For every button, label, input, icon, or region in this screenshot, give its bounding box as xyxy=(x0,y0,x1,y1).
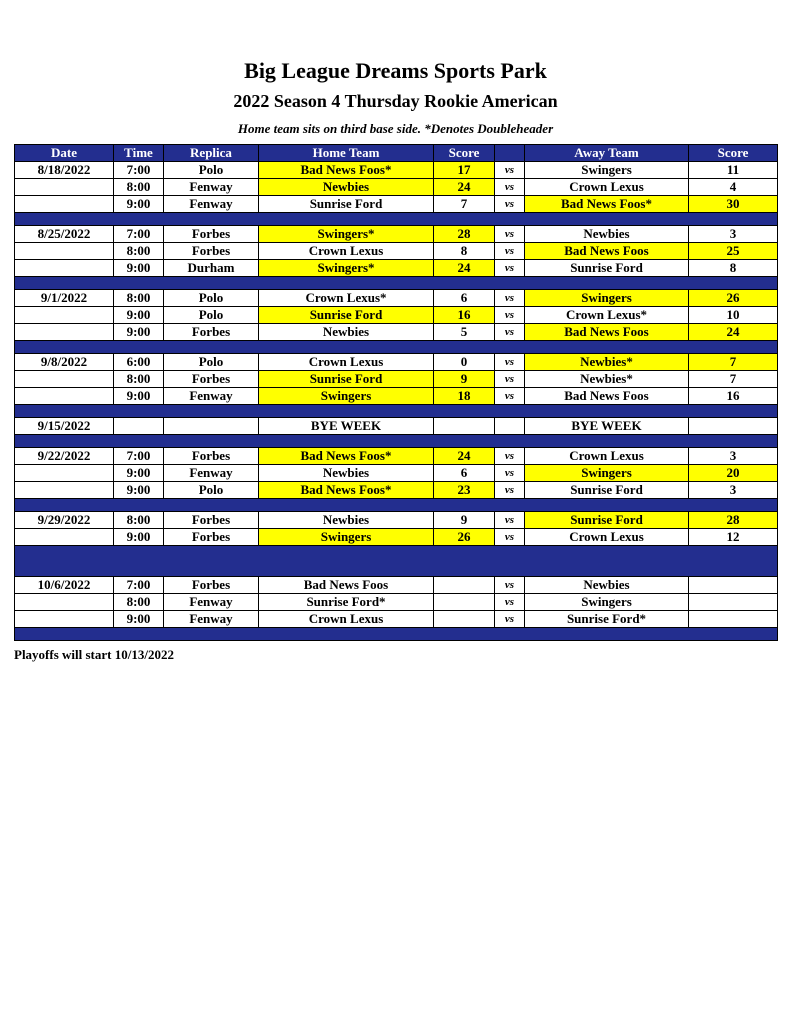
replica-cell xyxy=(164,418,259,435)
away-score-cell: 11 xyxy=(689,162,778,179)
away-score-cell: 20 xyxy=(689,465,778,482)
home-team-cell: Crown Lexus xyxy=(259,354,434,371)
date-cell: 8/18/2022 xyxy=(15,162,114,179)
separator-row xyxy=(15,628,778,641)
separator-row xyxy=(15,405,778,418)
away-team-cell: Newbies xyxy=(525,577,689,594)
date-cell xyxy=(15,196,114,213)
away-team-cell: Bad News Foos xyxy=(525,324,689,341)
replica-cell: Fenway xyxy=(164,465,259,482)
replica-cell: Fenway xyxy=(164,594,259,611)
game-row xyxy=(15,448,778,465)
home-team-cell: Crown Lexus xyxy=(259,243,434,260)
game-row xyxy=(15,611,778,628)
away-score-cell: 8 xyxy=(689,260,778,277)
home-team-cell: Sunrise Ford* xyxy=(259,594,434,611)
separator-bar xyxy=(15,405,778,418)
column-header-home-team: Home Team xyxy=(259,145,434,162)
date-cell xyxy=(15,243,114,260)
away-score-cell: 25 xyxy=(689,243,778,260)
game-row xyxy=(15,512,778,529)
separator-bar xyxy=(15,341,778,354)
replica-cell: Forbes xyxy=(164,226,259,243)
replica-cell: Fenway xyxy=(164,179,259,196)
vs-cell: vs xyxy=(495,594,525,611)
vs-cell: vs xyxy=(495,307,525,324)
time-cell: 9:00 xyxy=(114,465,164,482)
separator-bar xyxy=(15,628,778,641)
vs-cell: vs xyxy=(495,324,525,341)
replica-cell: Fenway xyxy=(164,611,259,628)
home-team-cell: Swingers* xyxy=(259,226,434,243)
away-team-cell: Crown Lexus xyxy=(525,529,689,546)
away-score-cell: 4 xyxy=(689,179,778,196)
home-score-cell: 6 xyxy=(434,465,495,482)
vs-cell: vs xyxy=(495,577,525,594)
replica-cell: Forbes xyxy=(164,371,259,388)
game-row xyxy=(15,324,778,341)
away-team-cell: Swingers xyxy=(525,290,689,307)
home-score-cell: 6 xyxy=(434,290,495,307)
game-row xyxy=(15,354,778,371)
replica-cell: Fenway xyxy=(164,388,259,405)
vs-cell: vs xyxy=(495,371,525,388)
time-cell: 7:00 xyxy=(114,577,164,594)
separator-bar xyxy=(15,546,778,577)
home-score-cell: 5 xyxy=(434,324,495,341)
away-team-cell: Sunrise Ford* xyxy=(525,611,689,628)
away-team-cell: Newbies* xyxy=(525,354,689,371)
time-cell: 9:00 xyxy=(114,260,164,277)
game-row xyxy=(15,418,778,435)
replica-cell: Forbes xyxy=(164,529,259,546)
separator-bar xyxy=(15,213,778,226)
date-cell: 9/8/2022 xyxy=(15,354,114,371)
home-score-cell: 26 xyxy=(434,529,495,546)
game-row xyxy=(15,482,778,499)
game-row xyxy=(15,260,778,277)
away-team-cell: Bad News Foos xyxy=(525,243,689,260)
column-header-date: Date xyxy=(15,145,114,162)
away-score-cell: 28 xyxy=(689,512,778,529)
separator-bar xyxy=(15,277,778,290)
home-team-cell: Crown Lexus* xyxy=(259,290,434,307)
away-team-cell: Swingers xyxy=(525,465,689,482)
home-score-cell: 24 xyxy=(434,260,495,277)
home-team-cell: Newbies xyxy=(259,179,434,196)
date-cell: 8/25/2022 xyxy=(15,226,114,243)
away-score-cell: 7 xyxy=(689,371,778,388)
column-header-away-team: Away Team xyxy=(525,145,689,162)
home-team-cell: Swingers* xyxy=(259,260,434,277)
date-cell xyxy=(15,611,114,628)
vs-cell: vs xyxy=(495,226,525,243)
home-team-cell: Sunrise Ford xyxy=(259,307,434,324)
away-team-cell: Newbies xyxy=(525,226,689,243)
home-score-cell: 17 xyxy=(434,162,495,179)
away-score-cell: 26 xyxy=(689,290,778,307)
date-cell xyxy=(15,465,114,482)
date-cell xyxy=(15,482,114,499)
date-cell xyxy=(15,260,114,277)
away-score-cell: 10 xyxy=(689,307,778,324)
column-header-time: Time xyxy=(114,145,164,162)
time-cell xyxy=(114,418,164,435)
time-cell: 9:00 xyxy=(114,324,164,341)
page-subtitle: 2022 Season 4 Thursday Rookie American xyxy=(233,91,558,111)
replica-cell: Polo xyxy=(164,354,259,371)
home-score-cell xyxy=(434,418,495,435)
playoffs-note: Playoffs will start 10/13/2022 xyxy=(14,647,174,662)
time-cell: 8:00 xyxy=(114,594,164,611)
time-cell: 8:00 xyxy=(114,371,164,388)
time-cell: 9:00 xyxy=(114,307,164,324)
away-team-cell: Swingers xyxy=(525,594,689,611)
time-cell: 6:00 xyxy=(114,354,164,371)
home-score-cell: 7 xyxy=(434,196,495,213)
column-header-home-score: Score xyxy=(434,145,495,162)
replica-cell: Forbes xyxy=(164,243,259,260)
separator-row xyxy=(15,277,778,290)
date-cell: 10/6/2022 xyxy=(15,577,114,594)
game-row xyxy=(15,371,778,388)
away-score-cell: 3 xyxy=(689,226,778,243)
home-team-cell: Newbies xyxy=(259,324,434,341)
game-row xyxy=(15,465,778,482)
schedule-note: Home team sits on third base side. *Denotes Doubleheader xyxy=(237,121,554,136)
home-score-cell xyxy=(434,594,495,611)
away-score-cell: 3 xyxy=(689,448,778,465)
home-team-cell: Bad News Foos* xyxy=(259,162,434,179)
away-score-cell: 3 xyxy=(689,482,778,499)
vs-cell: vs xyxy=(495,448,525,465)
vs-cell: vs xyxy=(495,243,525,260)
column-header-replica: Replica xyxy=(164,145,259,162)
replica-cell: Polo xyxy=(164,290,259,307)
away-team-cell: Bad News Foos* xyxy=(525,196,689,213)
game-row xyxy=(15,179,778,196)
home-score-cell: 0 xyxy=(434,354,495,371)
game-row xyxy=(15,577,778,594)
home-team-cell: Sunrise Ford xyxy=(259,371,434,388)
replica-cell: Forbes xyxy=(164,512,259,529)
game-row xyxy=(15,162,778,179)
home-score-cell: 23 xyxy=(434,482,495,499)
away-score-cell: 30 xyxy=(689,196,778,213)
replica-cell: Fenway xyxy=(164,196,259,213)
vs-cell xyxy=(495,418,525,435)
time-cell: 8:00 xyxy=(114,290,164,307)
date-cell: 9/15/2022 xyxy=(15,418,114,435)
date-cell xyxy=(15,529,114,546)
vs-cell: vs xyxy=(495,465,525,482)
vs-cell: vs xyxy=(495,512,525,529)
vs-cell: vs xyxy=(495,290,525,307)
home-score-cell: 28 xyxy=(434,226,495,243)
home-score-cell: 16 xyxy=(434,307,495,324)
vs-cell: vs xyxy=(495,179,525,196)
time-cell: 8:00 xyxy=(114,179,164,196)
home-score-cell: 24 xyxy=(434,179,495,196)
date-cell xyxy=(15,371,114,388)
away-team-cell: Newbies* xyxy=(525,371,689,388)
replica-cell: Polo xyxy=(164,482,259,499)
away-team-cell: Swingers xyxy=(525,162,689,179)
vs-cell: vs xyxy=(495,611,525,628)
home-score-cell xyxy=(434,611,495,628)
away-team-cell: Crown Lexus* xyxy=(525,307,689,324)
time-cell: 7:00 xyxy=(114,448,164,465)
separator-bar xyxy=(15,499,778,512)
replica-cell: Polo xyxy=(164,162,259,179)
game-row xyxy=(15,290,778,307)
home-team-cell: Swingers xyxy=(259,388,434,405)
date-cell xyxy=(15,179,114,196)
home-score-cell xyxy=(434,577,495,594)
date-cell xyxy=(15,324,114,341)
time-cell: 9:00 xyxy=(114,482,164,499)
column-header-away-score: Score xyxy=(689,145,778,162)
away-score-cell xyxy=(689,577,778,594)
away-score-cell: 7 xyxy=(689,354,778,371)
date-cell xyxy=(15,388,114,405)
home-team-cell: Newbies xyxy=(259,465,434,482)
separator-row xyxy=(15,435,778,448)
vs-cell: vs xyxy=(495,196,525,213)
time-cell: 7:00 xyxy=(114,162,164,179)
away-score-cell: 12 xyxy=(689,529,778,546)
separator-row xyxy=(15,341,778,354)
separator-row xyxy=(15,546,778,577)
home-team-cell: BYE WEEK xyxy=(259,418,434,435)
away-team-cell: BYE WEEK xyxy=(525,418,689,435)
home-score-cell: 9 xyxy=(434,512,495,529)
away-team-cell: Sunrise Ford xyxy=(525,260,689,277)
away-team-cell: Sunrise Ford xyxy=(525,482,689,499)
vs-cell: vs xyxy=(495,354,525,371)
home-team-cell: Sunrise Ford xyxy=(259,196,434,213)
game-row xyxy=(15,226,778,243)
separator-bar xyxy=(15,435,778,448)
vs-cell: vs xyxy=(495,529,525,546)
replica-cell: Forbes xyxy=(164,577,259,594)
time-cell: 7:00 xyxy=(114,226,164,243)
date-cell: 9/29/2022 xyxy=(15,512,114,529)
home-team-cell: Swingers xyxy=(259,529,434,546)
date-cell: 9/1/2022 xyxy=(15,290,114,307)
home-team-cell: Newbies xyxy=(259,512,434,529)
time-cell: 9:00 xyxy=(114,529,164,546)
away-score-cell xyxy=(689,611,778,628)
away-score-cell: 16 xyxy=(689,388,778,405)
away-team-cell: Sunrise Ford xyxy=(525,512,689,529)
vs-cell: vs xyxy=(495,162,525,179)
home-team-cell: Bad News Foos xyxy=(259,577,434,594)
home-team-cell: Bad News Foos* xyxy=(259,482,434,499)
home-score-cell: 24 xyxy=(434,448,495,465)
vs-cell: vs xyxy=(495,482,525,499)
away-score-cell xyxy=(689,418,778,435)
schedule-table-body xyxy=(15,162,778,641)
home-score-cell: 9 xyxy=(434,371,495,388)
time-cell: 8:00 xyxy=(114,243,164,260)
date-cell: 9/22/2022 xyxy=(15,448,114,465)
time-cell: 9:00 xyxy=(114,196,164,213)
date-cell xyxy=(15,594,114,611)
time-cell: 9:00 xyxy=(114,388,164,405)
schedule-table xyxy=(14,144,778,641)
game-row xyxy=(15,594,778,611)
home-team-cell: Bad News Foos* xyxy=(259,448,434,465)
away-score-cell xyxy=(689,594,778,611)
date-cell xyxy=(15,307,114,324)
time-cell: 8:00 xyxy=(114,512,164,529)
replica-cell: Forbes xyxy=(164,448,259,465)
away-team-cell: Bad News Foos xyxy=(525,388,689,405)
game-row xyxy=(15,529,778,546)
replica-cell: Polo xyxy=(164,307,259,324)
separator-row xyxy=(15,499,778,512)
home-score-cell: 18 xyxy=(434,388,495,405)
game-row xyxy=(15,388,778,405)
away-team-cell: Crown Lexus xyxy=(525,179,689,196)
game-row xyxy=(15,196,778,213)
column-header-vs xyxy=(495,145,525,162)
game-row xyxy=(15,243,778,260)
replica-cell: Durham xyxy=(164,260,259,277)
page-title: Big League Dreams Sports Park xyxy=(244,58,547,83)
away-team-cell: Crown Lexus xyxy=(525,448,689,465)
game-row xyxy=(15,307,778,324)
time-cell: 9:00 xyxy=(114,611,164,628)
schedule-table-header xyxy=(15,145,778,162)
replica-cell: Forbes xyxy=(164,324,259,341)
home-score-cell: 8 xyxy=(434,243,495,260)
separator-row xyxy=(15,213,778,226)
vs-cell: vs xyxy=(495,260,525,277)
vs-cell: vs xyxy=(495,388,525,405)
home-team-cell: Crown Lexus xyxy=(259,611,434,628)
header-row xyxy=(15,145,778,162)
away-score-cell: 24 xyxy=(689,324,778,341)
